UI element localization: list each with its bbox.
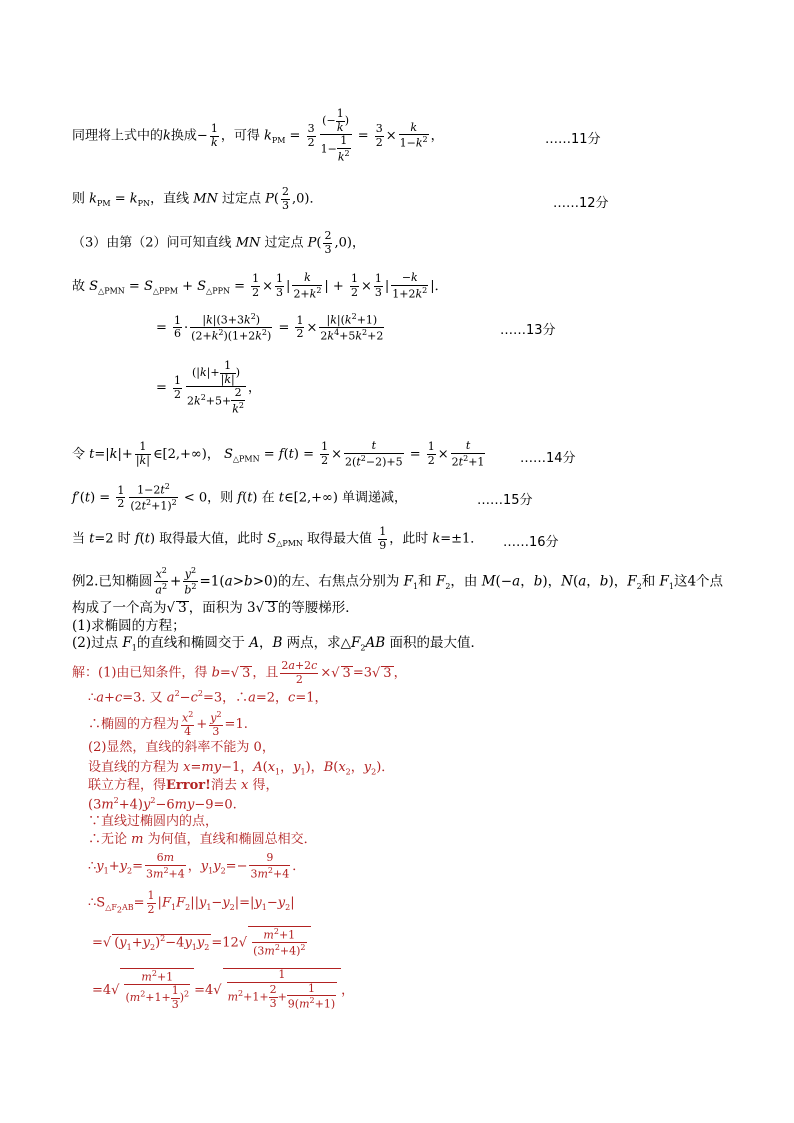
score-13: ……13分 (500, 323, 556, 338)
sol-8: ∵直线过椭圆内的点， (88, 814, 219, 829)
score-12: ……12分 (553, 196, 609, 211)
example-q1: (1)求椭圆的方程； (72, 618, 186, 634)
example-line-1: 例2.已知椭圆 $\frac{x^2}{a^2}$ + $\frac{y^2}{b^2}$ =1(a>b>0)的左、右焦点分别为 $F_1$和 $F_2$，由 M(−a，b)，N(a，b)，$F_2$和 $F_1$这4个点 (72, 566, 724, 597)
sol-5: 设直线的方程为 x=my−1，$A(x_1$，$y_1$)，$B(x_2$，$y_2$)． (88, 760, 395, 777)
part3-intro: （3）由第（2）问可知直线 MN 过定点 P( $\frac{2}{3}$ ,0)， (72, 229, 365, 256)
sol-7: $(3m^2+4)y^2-6my-9=0$. (88, 796, 237, 813)
sol-2: ∴a+c=3. 又 $a^2-c^2=3$，∴a=2，c=1， (88, 689, 328, 706)
part3-max: 当 t=2 时 f(t) 取得最大值，此时 $S_{\triangle PMN}$ 取得最大值 $\frac{1}{9}$ ，此时 k=±1． (72, 525, 484, 552)
step-11: 同理将上式中的k换成− $\frac{1}{k}$ ，可得 $k_{PM}$ = $\frac{3}{2}$ (− $\frac{1}{k}$ ) 1− $\frac{1}{k^2}$ = $\frac{3}{2}$ × $\frac{k}{1-k^2}$ ， (72, 107, 444, 164)
sol-3: ∴椭圆的方程为 $\frac{x^2}{4}$ + $\frac{y^2}{3}$ =1. (88, 710, 248, 739)
part3-area: 故 $S_{\triangle PMN} = S_{\triangle PPM} + S_{\triangle PPN}$ = $\frac{1}{2}$ × $\frac{1}{3}$ | $\frac{k}{2+k^2}$ | + $\frac{1}{2}$ × $\frac{1}{3}$ | $\frac{-k}{1+2k^2}$ |． (72, 271, 448, 301)
sol-10: $\therefore y_1+y_2=$ $\frac{6m}{3m^2+4}$ ，$y_1y_2=-$ $\frac{9}{3m^2+4}$ ． (88, 851, 306, 881)
sol-1: 解：(1)由已知条件，得 b=√ 3 ，且 $\frac{2a+2c}{2}$ ×√ 3 =3√ 3 ， (72, 659, 407, 686)
sol-9: ∴无论 m 为何值，直线和椭圆总相交． (88, 832, 317, 847)
part3-sub-t: 令 t=|k|+ $\frac{1}{|k|}$ ∈[2,+∞)， $S_{\triangle PMN} = f(t)$ = $\frac{1}{2}$ × $\frac{t}{2(t^2-2)+5}$ = $\frac{1}{2}$ × $\frac{t}{2t^2+1}$ (72, 439, 485, 469)
part3-derivative: f′(t) = $\frac{1}{2}$ $\frac{1-2t^2}{(2t^2+1)^2}$ < 0，则 f(t) 在 t∈[2,+∞) 单调递减， (72, 482, 408, 513)
part3-simplify: = $\frac{1}{6}$ · $\frac{|k|(3+3k^2)}{(2+k^2)(1+2k^2)}$ = $\frac{1}{2}$ × $\frac{|k|(k^2+1)}{2k^4+5k^2+2}$ (156, 312, 384, 343)
score-11: ……11分 (545, 132, 601, 147)
score-16: ……16分 (503, 535, 559, 550)
sol-12: =√ $(y_1+y_2)^2-4y_1y_2 =12√$ $\frac{m^2+1}{(3m^2+4)^2}$ (92, 926, 311, 959)
example-line-2: 构成了一个高为√ 3 ，面积为 3√ 3 的等腰梯形． (72, 600, 359, 616)
sol-4: (2)显然，直线的斜率不能为 0， (88, 740, 275, 755)
step-12: 则 $k_{PM} = k_{PN}$，直线 MN 过定点 P( $\frac{2}{3}$ ,0)． (72, 185, 323, 212)
sol-6: 联立方程，得Error!消去 x 得， (88, 778, 279, 793)
part3-ratio: = $\frac{1}{2}$ (|k|+ $\frac{1}{|k|}$ ) $2k^2+5+$ $\frac{2}{k^2}$ ， (156, 359, 262, 416)
score-14: ……14分 (520, 451, 576, 466)
score-15: ……15分 (477, 493, 533, 508)
sol-11: $\therefore S_{\triangle F_2AB}=$ $\frac{1}{2}$ $|F_1F_2||y_1-y_2|=|y_1-y_2|$ (88, 889, 295, 916)
sol-13: =4√ $m^2+1$ ($m^2+1+$ $\frac{1}{3}$ )$^2$ =4√ 1 $m^2+1+$ $\frac{2}{3}$ + $\frac{1}{9(m^2+1)}$ ， (92, 968, 355, 1011)
example-q2: (2)过点 $F_1$的直线和椭圆交于 A，B 两点，求$\triangle F_2AB$ 面积的最大值． (72, 635, 484, 653)
